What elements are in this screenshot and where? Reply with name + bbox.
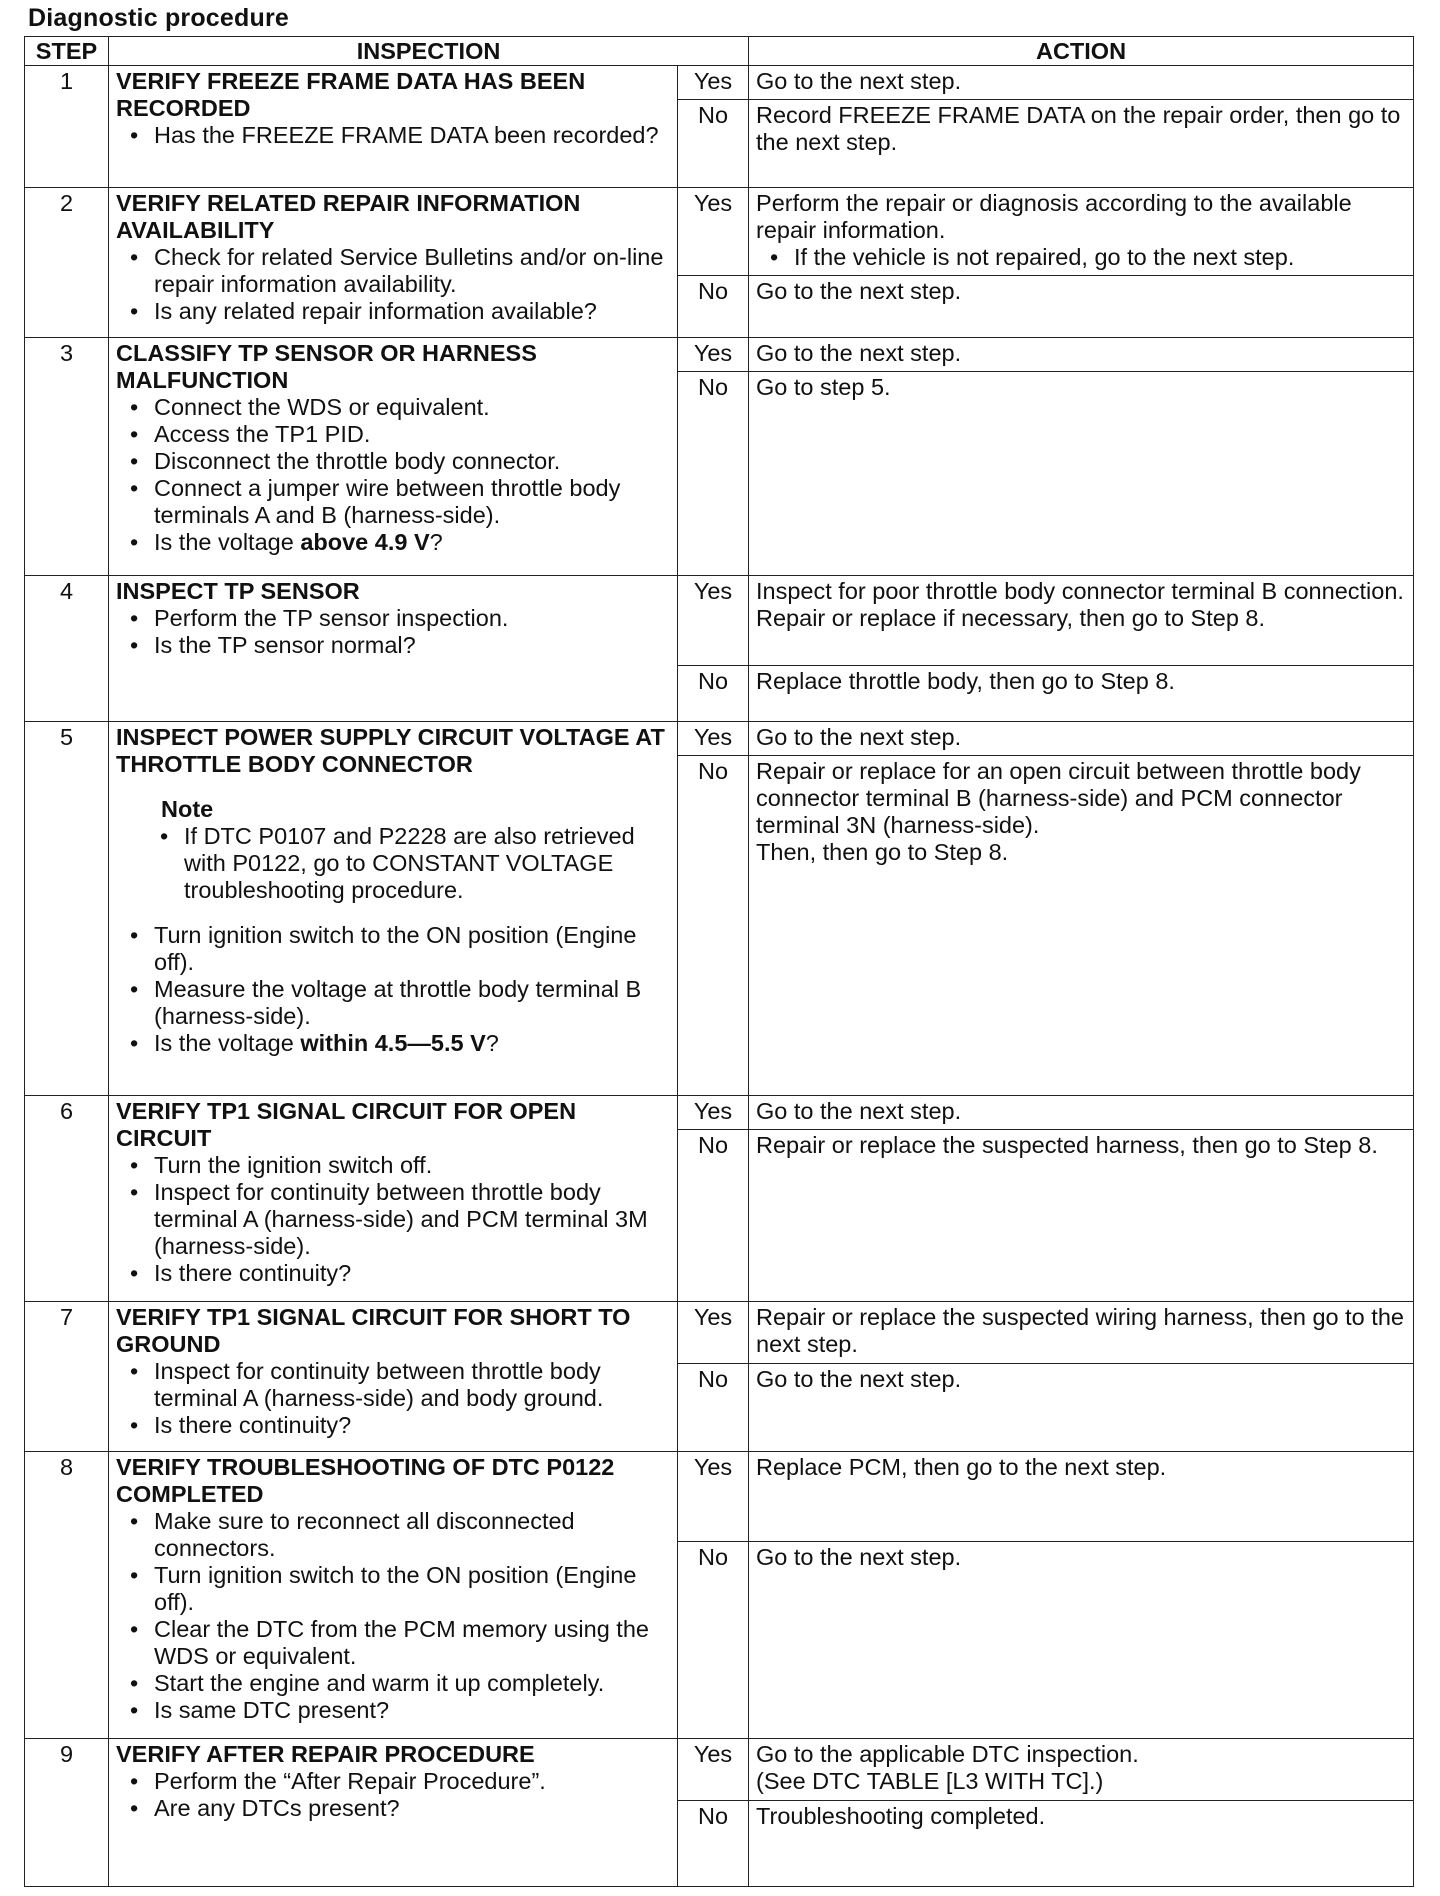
inspection-cell (109, 722, 678, 1096)
header-step: STEP (25, 37, 109, 66)
no-action-followup: Then, then go to Step 8. (756, 839, 1009, 865)
inspection-cell (109, 188, 678, 338)
inspection-title: VERIFY RELATED REPAIR INFORMATION AVAILABILITY (116, 190, 581, 243)
yes-action-followup: (See DTC TABLE [L3 WITH TC].) (756, 1768, 1104, 1794)
step-number: 1 (25, 66, 109, 188)
no-label: No (678, 100, 749, 188)
table-row (25, 1739, 1414, 1801)
inspection-cell (109, 338, 678, 576)
header-inspection: INSPECTION (109, 37, 749, 66)
yes-label: Yes (678, 576, 749, 666)
step-number: 8 (25, 1452, 109, 1739)
diagnostic-table (24, 36, 1414, 1887)
no-action: Go to the next step. (749, 276, 1414, 338)
inspection-bullet: • Has the FREEZE FRAME DATA been recorded? (116, 122, 670, 149)
step-number: 3 (25, 338, 109, 576)
no-label: No (678, 1130, 749, 1302)
inspection-cell (109, 1452, 678, 1739)
inspection-title: VERIFY TROUBLESHOOTING OF DTC P0122 COMPLETED (116, 1454, 615, 1507)
inspection-title: INSPECT TP SENSOR (116, 578, 360, 604)
inspection-bullet: • Are any DTCs present? (116, 1795, 670, 1822)
inspection-cell (109, 1739, 678, 1887)
inspection-cell (109, 576, 678, 722)
inspection-bullet: • Access the TP1 PID. (116, 421, 670, 448)
inspection-title: VERIFY TP1 SIGNAL CIRCUIT FOR SHORT TO GROUND (116, 1304, 631, 1357)
yes-label: Yes (678, 722, 749, 756)
no-label: No (678, 1364, 749, 1452)
no-action: Repair or replace the suspected harness, then go to Step 8. (749, 1130, 1414, 1302)
step-number: 4 (25, 576, 109, 722)
note-label: Note (161, 796, 214, 822)
no-label: No (678, 666, 749, 722)
inspection-bullet: • Make sure to reconnect all disconnected connectors. (116, 1508, 670, 1562)
inspection-bullet: • Perform the TP sensor inspection. (116, 605, 670, 632)
inspection-bullet: • Perform the “After Repair Procedure”. (116, 1768, 670, 1795)
table-row (25, 1452, 1414, 1542)
step-number: 6 (25, 1096, 109, 1302)
no-label: No (678, 372, 749, 576)
inspection-bullet: • Connect the WDS or equivalent. (116, 394, 670, 421)
step-number: 2 (25, 188, 109, 338)
no-action: Record FREEZE FRAME DATA on the repair order, then go to the next step. (749, 100, 1414, 188)
inspection-bullet: • Start the engine and warm it up completely. (116, 1670, 670, 1697)
inspection-bullet: • Inspect for continuity between throttle body terminal A (harness-side) and body ground. (116, 1358, 670, 1412)
inspection-title: CLASSIFY TP SENSOR OR HARNESS MALFUNCTION (116, 340, 537, 393)
no-label: No (678, 756, 749, 1096)
inspection-bullet: • Turn ignition switch to the ON position (Engine off). (116, 1562, 670, 1616)
yes-label: Yes (678, 188, 749, 276)
header-row (25, 37, 1414, 66)
doc-title: Diagnostic procedure (28, 4, 289, 32)
yes-action-cell (749, 1739, 1414, 1801)
no-label: No (678, 1801, 749, 1887)
header-action: ACTION (749, 37, 1414, 66)
inspection-bullet: • Inspect for continuity between throttle body terminal A (harness-side) and PCM terminal 3M (harness-side). (116, 1179, 670, 1260)
inspection-title: INSPECT POWER SUPPLY CIRCUIT VOLTAGE AT THROTTLE BODY CONNECTOR (116, 724, 665, 777)
yes-label: Yes (678, 1302, 749, 1364)
inspection-question: • Is the voltage above 4.9 V? (116, 529, 670, 556)
yes-action: Go to the next step. (749, 338, 1414, 372)
step-number: 7 (25, 1302, 109, 1452)
inspection-title: VERIFY AFTER REPAIR PROCEDURE (116, 1741, 535, 1767)
no-action: Go to step 5. (749, 372, 1414, 576)
inspection-cell (109, 1302, 678, 1452)
table-row (25, 722, 1414, 756)
inspection-title: VERIFY TP1 SIGNAL CIRCUIT FOR OPEN CIRCUIT (116, 1098, 577, 1151)
yes-label: Yes (678, 1452, 749, 1542)
yes-action: Go to the next step. (749, 1096, 1414, 1130)
step-number: 5 (25, 722, 109, 1096)
no-action-cell (749, 756, 1414, 1096)
yes-label: Yes (678, 338, 749, 372)
yes-action-cell (749, 188, 1414, 276)
yes-action: Go to the next step. (749, 722, 1414, 756)
step-number: 9 (25, 1739, 109, 1887)
no-action: Replace throttle body, then go to Step 8. (749, 666, 1414, 722)
note-bullet: • If DTC P0107 and P2228 are also retrieved with P0122, go to CONSTANT VOLTAGE troubleshooting procedure. (116, 823, 670, 904)
table-row (25, 1096, 1414, 1130)
inspection-cell (109, 66, 678, 188)
no-label: No (678, 1542, 749, 1739)
yes-action: Replace PCM, then go to the next step. (749, 1452, 1414, 1542)
table-row (25, 66, 1414, 100)
inspection-bullet: • Is there continuity? (116, 1412, 670, 1439)
table-row (25, 576, 1414, 666)
yes-action: Repair or replace the suspected wiring harness, then go to the next step. (749, 1302, 1414, 1364)
note-block (116, 796, 670, 904)
yes-action: Go to the applicable DTC inspection. (756, 1741, 1139, 1767)
yes-label: Yes (678, 1739, 749, 1801)
no-action: Go to the next step. (749, 1542, 1414, 1739)
yes-label: Yes (678, 66, 749, 100)
table-row (25, 1302, 1414, 1364)
inspection-bullet: • Turn the ignition switch off. (116, 1152, 670, 1179)
no-action: Troubleshooting completed. (749, 1801, 1414, 1887)
inspection-bullet: • Clear the DTC from the PCM memory using the WDS or equivalent. (116, 1616, 670, 1670)
inspection-title: VERIFY FREEZE FRAME DATA HAS BEEN RECORDED (116, 68, 586, 121)
inspection-bullet: • Turn ignition switch to the ON position (Engine off). (116, 922, 670, 976)
yes-action: Inspect for poor throttle body connector terminal B connection. Repair or replace if necessary, then go to Step 8. (749, 576, 1414, 666)
table-row (25, 188, 1414, 276)
no-action: Go to the next step. (749, 1364, 1414, 1452)
inspection-question: • Is the voltage within 4.5—5.5 V? (116, 1030, 670, 1057)
inspection-bullet: • Connect a jumper wire between throttle body terminals A and B (harness-side). (116, 475, 670, 529)
yes-label: Yes (678, 1096, 749, 1130)
no-label: No (678, 276, 749, 338)
action-bullet: • If the vehicle is not repaired, go to the next step. (756, 244, 1406, 271)
yes-action: Perform the repair or diagnosis according to the available repair information. (756, 190, 1352, 243)
inspection-bullet: • Is there continuity? (116, 1260, 670, 1287)
inspection-bullet: • Measure the voltage at throttle body terminal B (harness-side). (116, 976, 670, 1030)
inspection-bullet: • Is any related repair information available? (116, 298, 670, 325)
inspection-bullet: • Is same DTC present? (116, 1697, 670, 1724)
inspection-bullet: • Check for related Service Bulletins and/or on-line repair information availability. (116, 244, 670, 298)
no-action: Repair or replace for an open circuit between throttle body connector terminal B (harness-side) and PCM connector terminal 3N (harness-side). (756, 758, 1361, 838)
table-row (25, 338, 1414, 372)
inspection-bullet: • Is the TP sensor normal? (116, 632, 670, 659)
inspection-cell (109, 1096, 678, 1302)
yes-action: Go to the next step. (749, 66, 1414, 100)
inspection-bullet: • Disconnect the throttle body connector. (116, 448, 670, 475)
